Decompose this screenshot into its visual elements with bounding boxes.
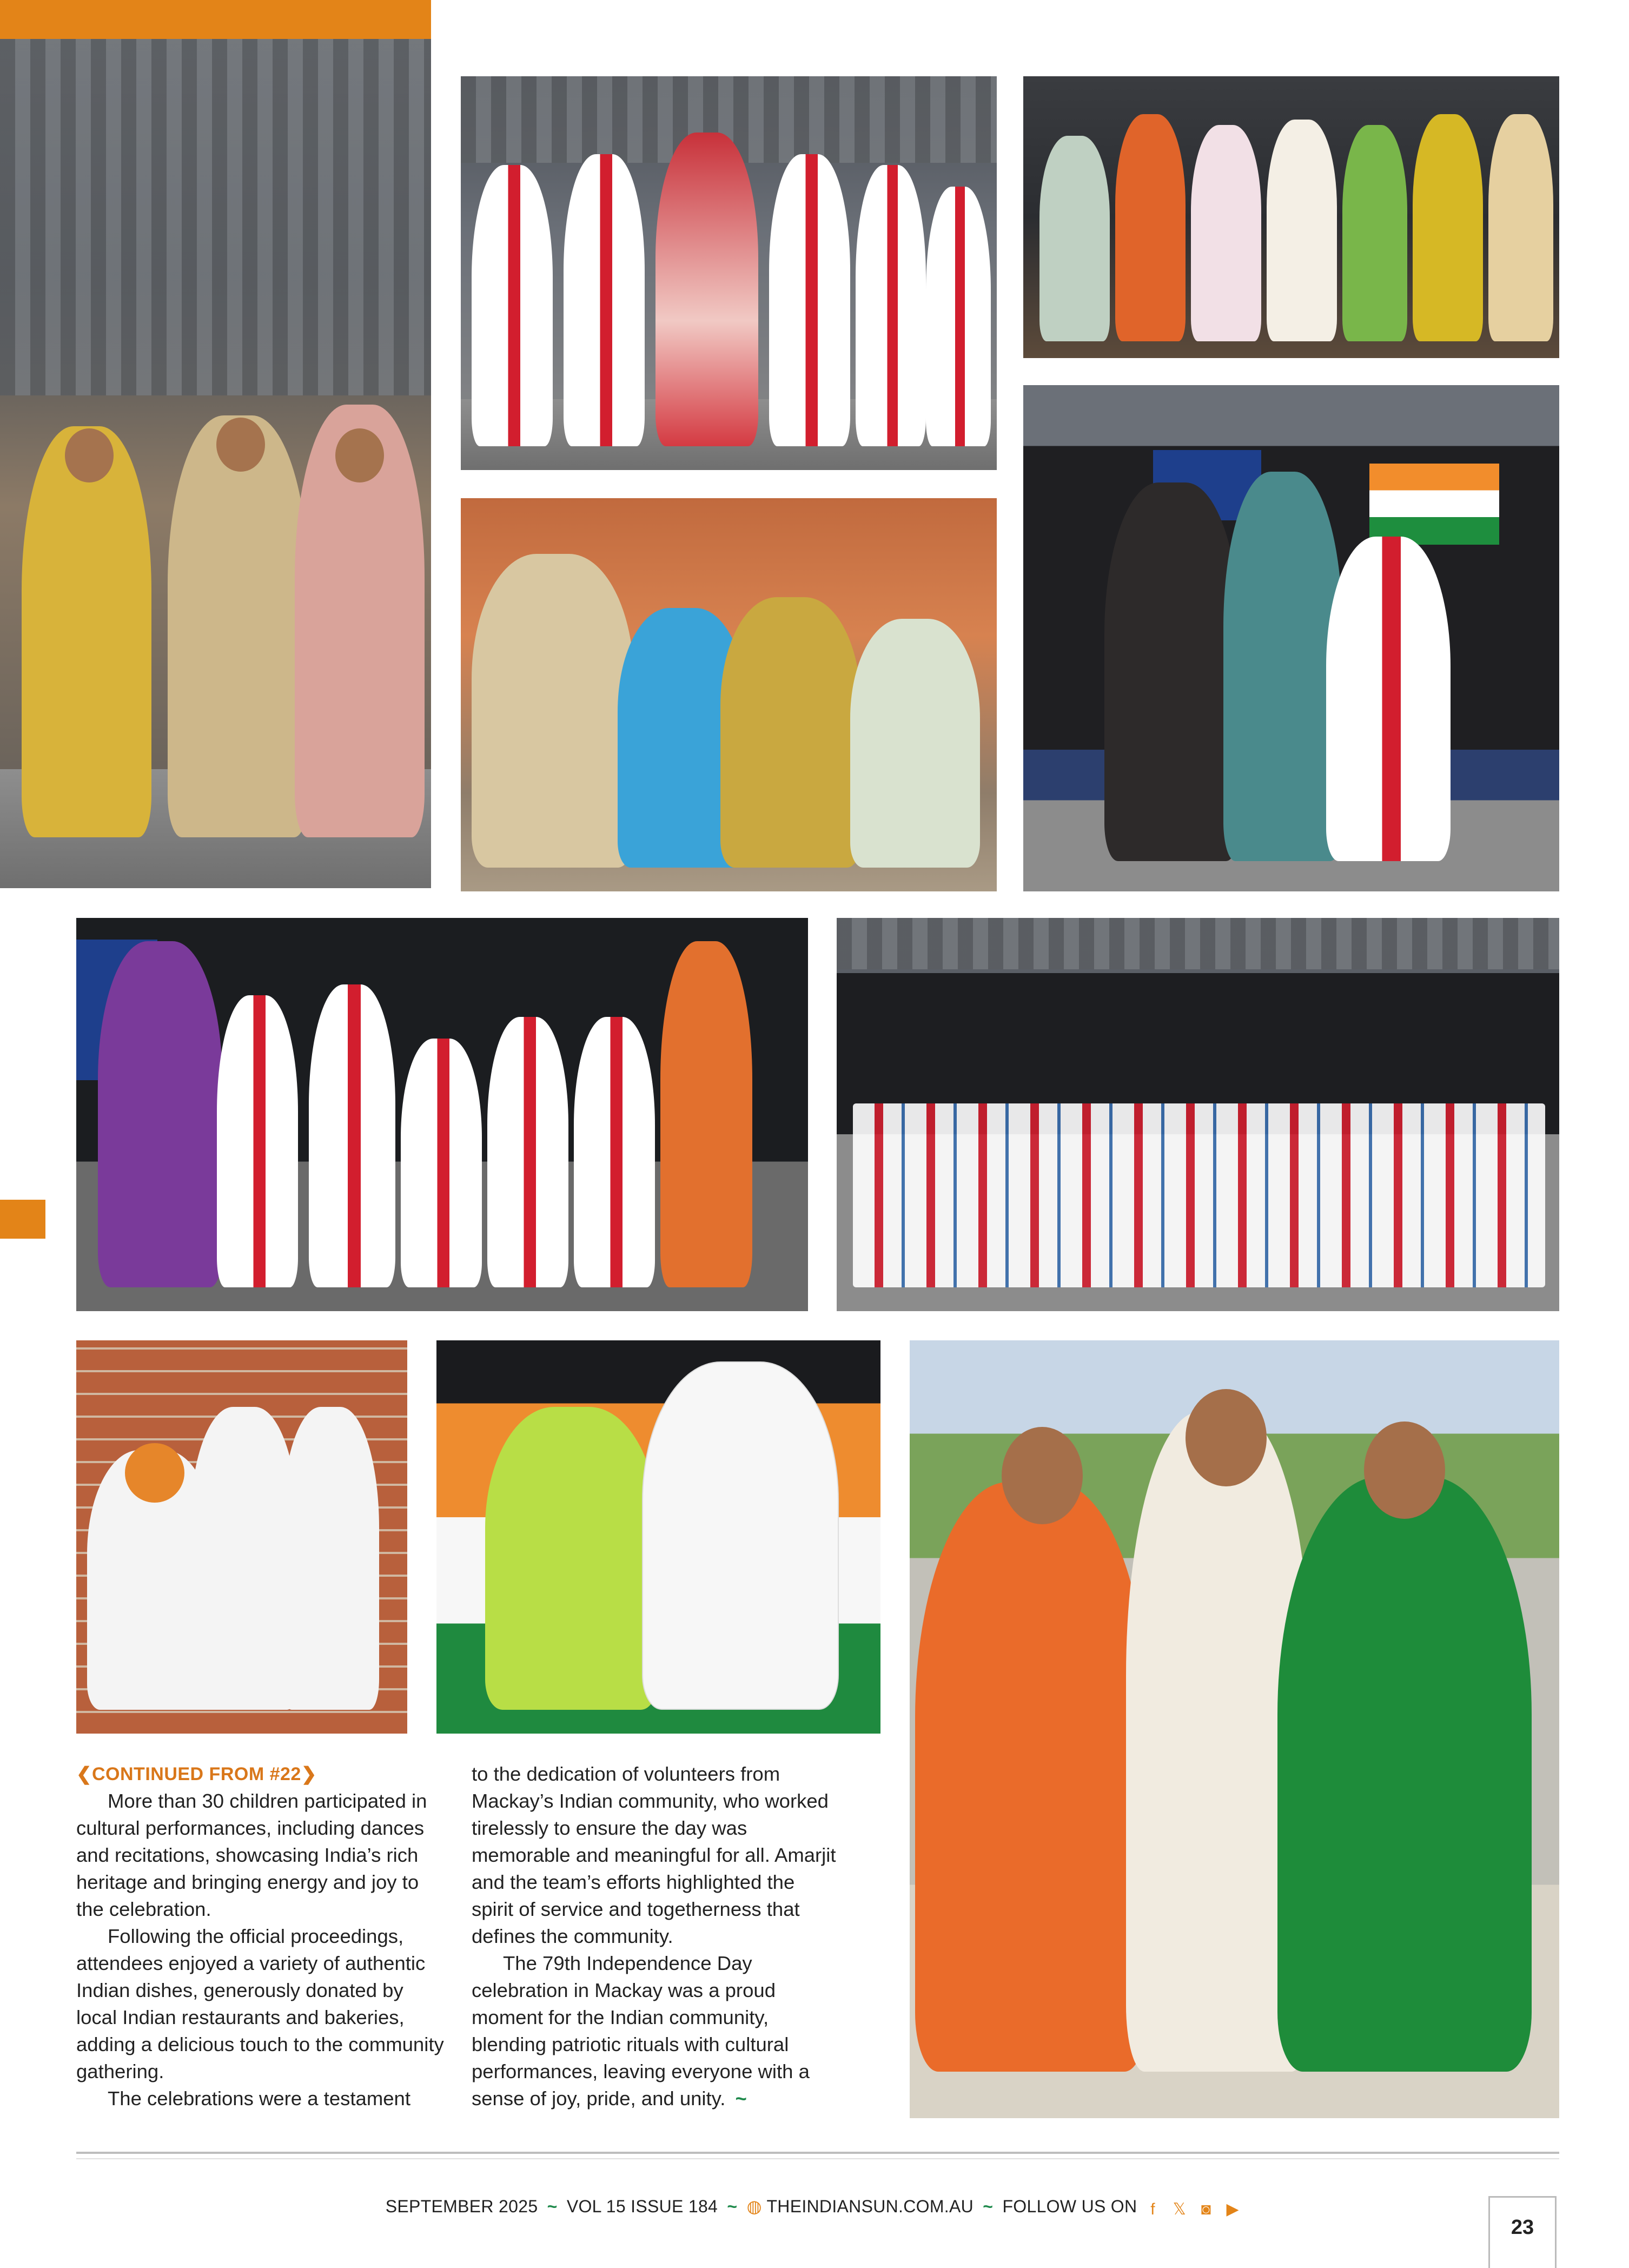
x-icon[interactable]: 𝕏 [1173, 2200, 1187, 2218]
footer [0, 2196, 1629, 2217]
separator-icon: ~ [547, 2197, 558, 2216]
footer-rule [76, 2152, 1559, 2154]
separator-icon: ~ [983, 2197, 994, 2216]
facebook-icon[interactable]: f [1150, 2200, 1155, 2218]
article-column-2 [472, 1761, 839, 2112]
website-link[interactable]: THEINDIANSUN.COM.AU [766, 2197, 974, 2216]
photo-women-group [1023, 76, 1559, 358]
continued-from-label: ❮CONTINUED FROM #22❯ [76, 1764, 317, 1784]
photo-group-under-shelter [0, 39, 431, 888]
volume-issue: VOL 15 ISSUE 184 [566, 2197, 718, 2216]
article-column-1 [76, 1761, 444, 2112]
photo-group-with-certificates [837, 918, 1559, 1311]
paragraph-1: More than 30 children participated in cultural performances, including dances and recitations, showcasing India’s rich heritage and bringing energy and joy to the celebration. [76, 1790, 427, 1920]
photo-three-women [910, 1340, 1559, 2118]
photo-couple-with-flag [436, 1340, 880, 1734]
paragraph-2: Following the official proceedings, attendees enjoyed a variety of authentic Indian dishes, generously donated by local Indian restaurants and bakeries, adding a delicious touch to the community gathering. [76, 1925, 444, 2082]
separator-icon: ~ [727, 2197, 738, 2216]
photo-girls-with-medals [76, 918, 808, 1311]
follow-label: FOLLOW US ON [1002, 2197, 1137, 2216]
globe-icon: ◍ [746, 2197, 762, 2216]
end-mark-icon: ~ [735, 2087, 747, 2110]
chevron-right-icon: ❯ [301, 1764, 317, 1784]
youtube-icon[interactable]: ▶ [1226, 2200, 1239, 2218]
left-side-orange-bar [0, 1200, 45, 1239]
photo-children-tricolour [76, 1340, 407, 1734]
page-number: 23 [1488, 2196, 1557, 2268]
paragraph-4: to the dedication of volunteers from Mackay’s Indian community, who worked tirelessly to ensure the day was memorable and meaningful for all. Amarjit and the team’s efforts highlighted the spirit of service and togetherness that defines the community. [472, 1763, 836, 1947]
photo-girls-in-sarees [461, 76, 997, 470]
issue-date: SEPTEMBER 2025 [385, 2197, 538, 2216]
paragraph-5: The 79th Independence Day celebration in Mackay was a proud moment for the Indian community, blending patriotic rituals with cultural performances, leaving everyone with a sense of joy, pride, and unity. ~ [472, 1952, 810, 2110]
footer-rule-thin [76, 2158, 1559, 2159]
photo-men-eating [461, 498, 997, 891]
instagram-icon[interactable]: ◙ [1201, 2200, 1211, 2218]
photo-children-with-flags [1023, 385, 1559, 891]
paragraph-3: The celebrations were a testament [108, 2087, 410, 2110]
top-left-orange-bar [0, 0, 431, 39]
chevron-left-icon: ❮ [76, 1764, 92, 1784]
